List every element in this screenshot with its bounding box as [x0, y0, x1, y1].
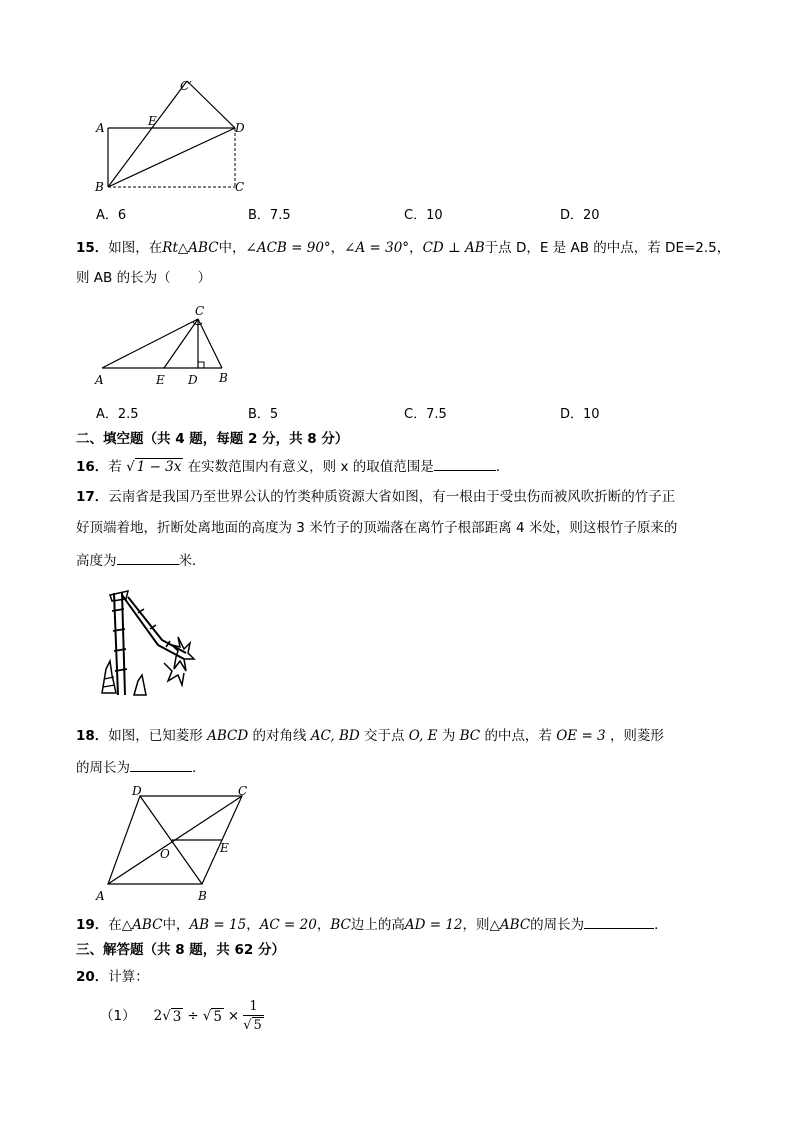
- q19-ad: AD = 12: [404, 917, 463, 933]
- q17-line3-a: 高度为: [76, 553, 117, 569]
- q17-line1-text: 云南省是我国乃至世界公认的竹类种质资源大省如图，有一根由于受虫伤而被风吹折断的竹子正: [108, 489, 676, 505]
- q17-answer-blank[interactable]: [117, 550, 179, 565]
- q15-line-AC: [102, 319, 198, 368]
- q19-mid1: 中，: [162, 917, 190, 933]
- q14-label-B: B: [95, 180, 104, 194]
- q16-answer-blank[interactable]: [434, 456, 496, 471]
- q18-text-g: ，则菱形: [609, 728, 664, 744]
- q16-post: 在实数范围内有意义，则 x 的取值范围是: [187, 459, 434, 475]
- q14-option-a: A．6: [96, 208, 127, 223]
- q19-triangle2: △ABC: [489, 917, 531, 933]
- q20-expr-den: 5: [253, 1017, 262, 1033]
- q15-label-B: B: [219, 371, 228, 385]
- q20-expr-div: ÷: [187, 1008, 199, 1024]
- q14-label-C: C: [235, 180, 245, 194]
- q18-e: E: [427, 728, 438, 744]
- q16-line: [76, 456, 509, 477]
- q20-part1-label: （1）: [100, 1008, 136, 1024]
- q14-line-BD: [108, 128, 235, 187]
- q15-label-A: A: [95, 373, 104, 387]
- q18-abcd: ABCD: [207, 728, 249, 744]
- q14-figure: [90, 72, 260, 200]
- q18-answer-blank[interactable]: [130, 757, 192, 772]
- section3-title: 三、解答题（共 8 题，共 62 分）: [76, 942, 285, 958]
- q18-figure: [92, 782, 262, 906]
- q17-line2: 好顶端着地，折断处离地面的高度为 3 米竹子的顶端落在离竹子根部距离 4 米处，则这根竹子原来的: [76, 520, 678, 536]
- q15-option-c: C．7.5: [404, 407, 447, 422]
- q14-option-b: B．7.5: [248, 208, 291, 223]
- q15-line2: 则 AB 的长为（ ）: [76, 270, 212, 286]
- q18-bc: BC: [459, 728, 481, 744]
- q15-line1: [76, 238, 730, 258]
- q18-line2: [76, 757, 196, 778]
- q18-label-O: O: [160, 847, 170, 861]
- q19-triangle: △ABC: [121, 917, 163, 933]
- q20-line: [76, 967, 149, 987]
- q19-line: [76, 914, 668, 935]
- q17-bamboo-image: [98, 585, 198, 703]
- q19-post: 的周长为: [530, 917, 585, 933]
- q15-text-c: ，: [330, 240, 345, 256]
- q20-sqrt-sign-2: √: [202, 1008, 212, 1024]
- q15-text-a: 如图，在: [108, 240, 163, 256]
- q15-number: 15．: [76, 240, 109, 256]
- q16-sqrt-sign: √: [126, 459, 135, 475]
- q18-label-A: A: [96, 889, 105, 903]
- q18-text-c: 交于点: [364, 728, 405, 744]
- q20-expr-times: ×: [227, 1008, 240, 1024]
- q19-number: 19．: [76, 917, 109, 933]
- q15-text-d: ，: [409, 240, 423, 256]
- q18-text-b: 的对角线: [252, 728, 307, 744]
- q18-bd: BD: [338, 728, 360, 744]
- q15-line-CB: [198, 319, 222, 368]
- q15-angle-acb: ∠ACB = 90°: [245, 240, 331, 256]
- q19-sep1: ，: [246, 917, 260, 933]
- q16-end: ．: [495, 459, 510, 475]
- q15-label-C: C: [195, 304, 205, 318]
- q15-line-CE: [164, 319, 198, 368]
- q19-mid2: 边上的高: [350, 917, 405, 933]
- q15-text-e: 于点 D，E 是 AB 的中点，若 DE=2.5，: [484, 240, 731, 256]
- q16-pre: 若: [108, 459, 122, 475]
- q18-ac: AC,: [310, 728, 335, 744]
- q20-fraction: [243, 999, 264, 1034]
- q18-text-f: 的中点，若: [484, 728, 552, 744]
- q14-label-Cprime: C′: [180, 79, 192, 93]
- q20-expr-r2: 5: [213, 1008, 222, 1025]
- q18-line1: [76, 726, 664, 746]
- q17-number: 17．: [76, 489, 109, 505]
- q18-text-d: 为: [441, 728, 456, 744]
- q19-ab: AB = 15: [189, 917, 247, 933]
- q14-line-CpD: [187, 81, 235, 128]
- q20-part1: [100, 996, 264, 1036]
- q19-mid3: ，则: [462, 917, 490, 933]
- q15-text-b: 中，: [218, 240, 246, 256]
- q17-line1: [76, 487, 675, 507]
- q19-sep2: ，: [316, 917, 331, 933]
- q18-label-C: C: [238, 784, 248, 798]
- q15-option-a: A．2.5: [96, 407, 139, 422]
- q17-line3-b: 米．: [178, 553, 206, 569]
- q16-radicand: 1 − 3x: [136, 459, 182, 475]
- q14-label-A: A: [96, 121, 105, 135]
- q15-rt-triangle: Rt△ABC: [162, 240, 219, 256]
- q19-bc: BC: [330, 917, 351, 933]
- q18-label-B: B: [198, 889, 207, 903]
- q17-line3: [76, 550, 206, 571]
- section2-title: 二、填空题（共 4 题，每题 2 分，共 8 分）: [76, 431, 349, 447]
- q19-pre: 在: [108, 917, 122, 933]
- q20-expr-coef: 2: [153, 1008, 163, 1024]
- q18-number: 18．: [76, 728, 109, 744]
- q20-expr-r1: 3: [172, 1008, 182, 1025]
- q20-sqrt-sign-1: √: [162, 1008, 171, 1024]
- q18-o: O,: [408, 728, 424, 744]
- q16-number: 16．: [76, 459, 109, 475]
- q19-ac: AC = 20: [259, 917, 317, 933]
- q20-text: 计算：: [108, 969, 149, 985]
- q15-option-b: B．5: [248, 407, 279, 422]
- q18-label-D: D: [132, 784, 142, 798]
- q20-expr-num: 1: [249, 998, 258, 1014]
- q20-number: 20．: [76, 969, 109, 985]
- q15-right-angle-mark: [198, 362, 204, 368]
- q14-line-BCp: [108, 81, 187, 187]
- q18-label-E: E: [220, 841, 229, 855]
- q14-label-E: E: [148, 114, 157, 128]
- q20-sqrt-sign-3: √: [243, 1017, 252, 1033]
- q15-label-D: D: [188, 373, 198, 387]
- q15-angle-a: ∠A = 30°: [344, 240, 410, 256]
- q14-option-c: C．10: [404, 208, 443, 223]
- q14-label-D: D: [235, 121, 245, 135]
- q18-line2-a: 的周长为: [76, 760, 130, 776]
- q20-denominator: [243, 1015, 264, 1034]
- q15-perp: CD ⊥ AB: [422, 240, 485, 256]
- q18-oe: OE = 3: [556, 728, 606, 744]
- q15-label-E: E: [156, 373, 165, 387]
- q15-option-d: D．10: [560, 407, 600, 422]
- q15-figure: [92, 300, 242, 390]
- q19-answer-blank[interactable]: [584, 914, 654, 929]
- q14-option-d: D．20: [560, 208, 600, 223]
- q18-line2-b: .: [192, 760, 197, 776]
- q19-end: ．: [654, 917, 668, 933]
- q18-text-a: 如图，已知菱形: [108, 728, 203, 744]
